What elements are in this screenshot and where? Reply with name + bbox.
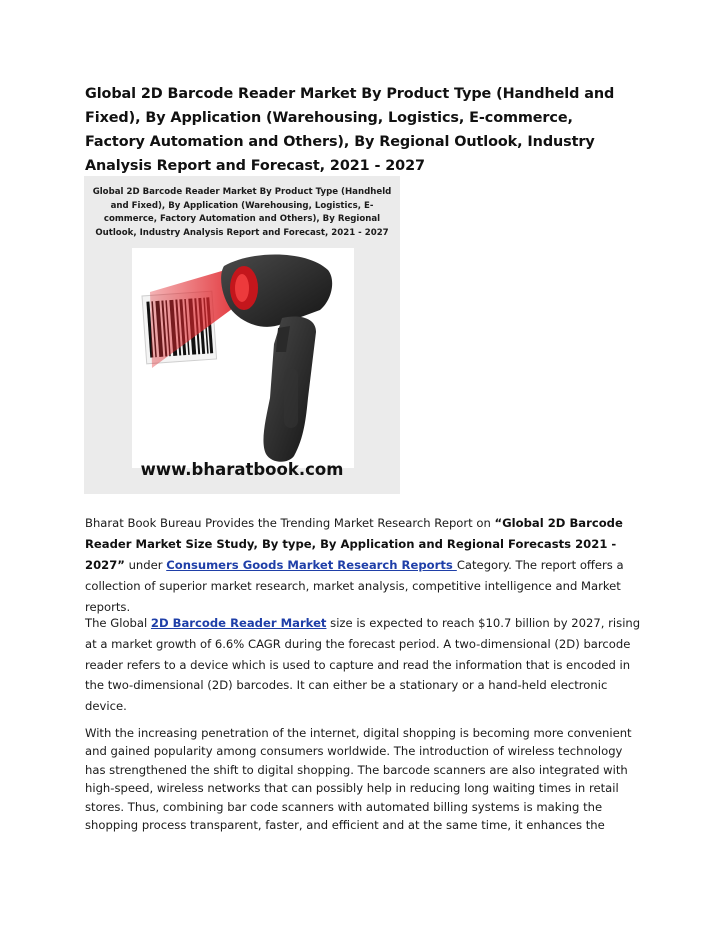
market-size-paragraph (85, 613, 645, 717)
intro-text: Bharat Book Bureau Provides the Trending Market Research Report on (85, 516, 495, 530)
barcode-scanner-icon (132, 248, 354, 468)
category-link[interactable]: Consumers Goods Market Research Reports (166, 558, 457, 572)
digital-shopping-paragraph: With the increasing penetration of the internet, digital shopping is becoming more convenient and gained popularity among consumers worldwide. The introduction of wireless technology has strengthened the shift to digital shopping. The barcode scanners are also integrated with high-speed, wireless networks that can possibly help in reducing long waiting times in retail stores. Thus, combining bar code scanners with automated billing systems is making the shopping process transparent, faster, and efficient and at the same time, it enhances the (85, 726, 632, 833)
report-name: “Global 2D Barcode Reader Market Size Study, By type, By Application and Regional Forecasts 2021 - 2027” (85, 516, 623, 572)
cover-title: Global 2D Barcode Reader Market By Product Type (Handheld and Fixed), By Application (Warehousing, Logistics, E-commerce, Factory Automation and Others), By Regional Outlook, Industry Analysis Report and Forecast, 2021 - 2027 (92, 187, 392, 238)
cover-website-url: www.bharatbook.com (140, 460, 344, 479)
market-lead-text: The Global (85, 616, 151, 630)
intro-paragraph (85, 513, 645, 618)
intro-rest-text: Category. The report offers a collection of superior market research, market analysis, competitive intelligence and Market reports. (85, 558, 624, 614)
market-rest-text: size is expected to reach $10.7 billion by 2027, rising at a market growth of 6.6% CAGR during the forecast period. A two-dimensional (2D) barcode reader refers to a device which is used to capture and read the information that is encoded in the two-dimensional (2D) barcodes. It can either be a stationary or a hand-held electronic device. (85, 616, 641, 714)
market-link[interactable]: 2D Barcode Reader Market (150, 616, 327, 630)
under-text: under (124, 558, 167, 572)
report-cover-image (84, 176, 400, 494)
document-title: Global 2D Barcode Reader Market By Product Type (Handheld and Fixed), By Application (Warehousing, Logistics, E-commerce, Factory Automation and Others), By Regional Outlook, Industry Analysis Report and Forecast, 2021 - 2027 (85, 86, 615, 174)
barcode-scanner-image (132, 248, 354, 468)
